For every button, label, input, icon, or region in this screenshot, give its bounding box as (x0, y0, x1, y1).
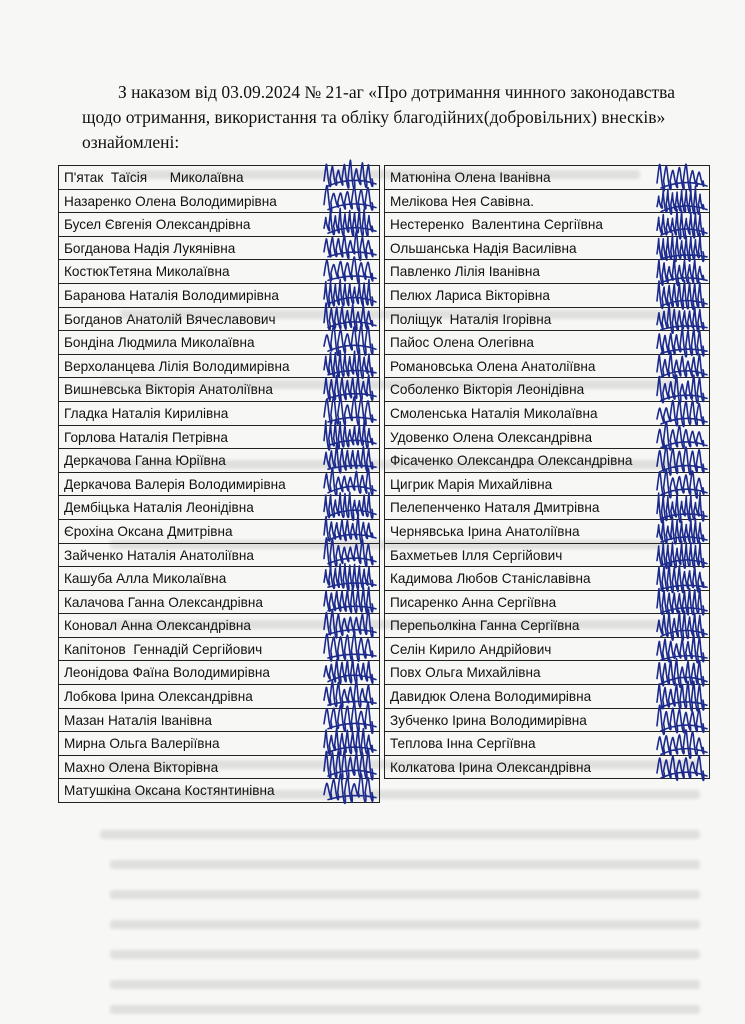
signature-cell (639, 732, 709, 755)
person-name: Давидюк Олена Володимирівна (390, 689, 592, 705)
table-row (384, 354, 710, 378)
table-row (58, 236, 380, 260)
signature-cell (639, 190, 709, 213)
signature-cell (639, 544, 709, 567)
table-row (58, 354, 380, 378)
person-name: Бахметьев Ілля Сергійович (390, 547, 563, 563)
person-name: Матушкіна Оксана Костянтинівна (64, 783, 275, 799)
table-row (58, 731, 380, 755)
table-row (58, 755, 380, 779)
table-row (384, 212, 710, 236)
person-name: Деркачова Валерія Володимирівна (64, 476, 286, 492)
table-row (58, 613, 380, 637)
table-row (384, 495, 710, 519)
table-row (58, 377, 380, 401)
acknowledgement-table (58, 165, 710, 820)
signature-cell (309, 496, 379, 519)
person-name: Богданова Надія Лукянівна (64, 240, 236, 256)
signature-cell (639, 260, 709, 283)
signature-cell (309, 756, 379, 779)
person-name: Пелюх Лариса Вікторівна (390, 287, 550, 303)
signature-cell (309, 190, 379, 213)
signature-cell (309, 308, 379, 331)
table-row (384, 543, 710, 567)
signature-cell (309, 614, 379, 637)
person-name: Ольшанська Надія Василівна (390, 240, 577, 256)
table-row (58, 448, 380, 472)
signature-cell (639, 308, 709, 331)
person-name: Нестеренко Валентина Сергіївна (390, 217, 603, 233)
person-name: Удовенко Олена Олександрівна (390, 429, 593, 445)
left-column (58, 165, 380, 803)
signature-cell (639, 756, 709, 779)
person-name: Зайченко Наталія Анатоліївна (64, 547, 254, 563)
table-row (58, 684, 380, 708)
table-row (58, 189, 380, 213)
signature-cell (309, 166, 379, 189)
signature-cell (639, 661, 709, 684)
person-name: Дембіцька Наталія Леонідівна (64, 500, 254, 516)
person-name: Леонідова Фаїна Володимирівна (64, 665, 270, 681)
person-name: Баранова Наталія Володимирівна (64, 287, 279, 303)
signature-cell (309, 402, 379, 425)
signature-cell (639, 709, 709, 732)
table-row (58, 495, 380, 519)
person-name: Теплова Інна Сергіївна (390, 736, 536, 752)
person-name: Цигрик Марія Михайлівна (390, 476, 553, 492)
person-name: Верхоланцева Лілія Володимирівна (64, 358, 290, 374)
table-row (384, 660, 710, 684)
person-name: Єрохіна Оксана Дмитрівна (64, 523, 233, 539)
person-name: Матюніна Олена Іванівна (390, 170, 551, 185)
signature-cell (309, 355, 379, 378)
table-row (384, 448, 710, 472)
signature-cell (639, 567, 709, 590)
table-row (58, 401, 380, 425)
signature-cell (639, 638, 709, 661)
table-row (58, 778, 380, 803)
signature-cell (309, 449, 379, 472)
table-row (58, 519, 380, 543)
table-row (384, 519, 710, 543)
table-row (384, 189, 710, 213)
person-name: П'ятак Таїсія Миколаївна (64, 170, 244, 185)
table-row (384, 259, 710, 283)
table-row (384, 283, 710, 307)
person-name: Фісаченко Олександра Олександрівна (390, 453, 633, 469)
signature-cell (309, 638, 379, 661)
table-row (384, 708, 710, 732)
signature-cell (309, 378, 379, 401)
right-column (384, 165, 710, 779)
signature-cell (639, 355, 709, 378)
table-row (58, 165, 380, 189)
table-row (58, 566, 380, 590)
signature-cell (639, 520, 709, 543)
table-row (58, 330, 380, 354)
person-name: Лобкова Ірина Олександрівна (64, 689, 253, 705)
person-name: Бондіна Людмила Миколаївна (64, 335, 255, 351)
table-row (384, 425, 710, 449)
person-name: Богданов Анатолій Вячеславович (64, 311, 276, 327)
table-row (58, 660, 380, 684)
table-row (58, 637, 380, 661)
signature-cell (309, 237, 379, 260)
person-name: Писаренко Анна Сергіївна (390, 594, 557, 610)
signature-cell (309, 426, 379, 449)
person-name: Деркачова Ганна Юріївна (64, 453, 226, 469)
signature-cell (309, 567, 379, 590)
person-name: Калачова Ганна Олександрівна (64, 594, 263, 610)
signature-cell (309, 213, 379, 236)
signature-cell (309, 520, 379, 543)
table-row (58, 283, 380, 307)
signature-cell (309, 544, 379, 567)
person-name: Капітонов Геннадій Сергійович (64, 641, 263, 657)
person-name: Селін Кирило Андрійович (390, 641, 552, 657)
person-name: Зубченко Ірина Володимирівна (390, 712, 587, 728)
signature-cell (639, 331, 709, 354)
person-name: Пайос Олена Олегівна (390, 335, 534, 351)
signature-cell (309, 591, 379, 614)
person-name: Чернявська Ірина Анатоліївна (390, 523, 580, 539)
table-row (58, 472, 380, 496)
order-header (82, 80, 712, 155)
signature-cell (309, 284, 379, 307)
table-row (384, 590, 710, 614)
person-name: Перепьолкіна Ганна Сергіївна (390, 618, 580, 634)
signature-cell (639, 496, 709, 519)
header-line-3: ознайомлені: (82, 132, 180, 152)
person-name: Мелікова Нея Савівна. (390, 193, 534, 209)
person-name: Пелепенченко Наталя Дмитрівна (390, 500, 600, 516)
signature-cell (639, 378, 709, 401)
person-name: Павленко Лілія Іванівна (390, 264, 540, 280)
signature-cell (639, 166, 709, 189)
person-name: Романовська Олена Анатоліївна (390, 358, 596, 374)
signature-cell (639, 237, 709, 260)
person-name: Махно Олена Вікторівна (64, 759, 219, 775)
person-name: Кадимова Любов Станіславівна (390, 571, 591, 587)
table-row (384, 401, 710, 425)
signature-cell (309, 732, 379, 755)
signature-cell (639, 685, 709, 708)
table-row (384, 236, 710, 260)
signature-cell (639, 402, 709, 425)
person-name: Мазан Наталія Іванівна (64, 712, 212, 728)
person-name: Горлова Наталія Петрівна (64, 429, 228, 445)
header-line-2: щодо отримання, використання та обліку благодійних(добровільних) внесків» (82, 107, 666, 127)
person-name: Назаренко Олена Володимирівна (64, 193, 277, 209)
table-row (58, 425, 380, 449)
person-name: Смоленська Наталія Миколаївна (390, 405, 598, 421)
signature-cell (309, 473, 379, 496)
table-row (384, 731, 710, 755)
table-row (384, 165, 710, 189)
table-row (384, 472, 710, 496)
table-row (384, 684, 710, 708)
person-name: Колкатова Ірина Олександрівна (390, 759, 592, 775)
signature-cell (639, 449, 709, 472)
signature-cell (639, 473, 709, 496)
signature-cell (639, 426, 709, 449)
person-name: Бусел Євгенія Олександрівна (64, 217, 251, 233)
header-line-1: З наказом від 03.09.2024 № 21-аг «Про дотримання чинного законодавства (118, 82, 675, 102)
signature-cell (639, 614, 709, 637)
person-name: Мирна Ольга Валеріївна (64, 736, 220, 752)
person-name: Соболенко Вікторія Леонідівна (390, 382, 585, 398)
person-name: Поліщук Наталія Ігорівна (390, 311, 552, 327)
signature-cell (639, 591, 709, 614)
table-row (384, 613, 710, 637)
table-row (384, 755, 710, 780)
signature-cell (309, 779, 379, 802)
table-row (384, 637, 710, 661)
signature-cell (639, 213, 709, 236)
table-row (384, 377, 710, 401)
table-row (58, 259, 380, 283)
table-row (384, 330, 710, 354)
table-row (384, 566, 710, 590)
signature-cell (309, 685, 379, 708)
table-row (58, 708, 380, 732)
table-row (58, 307, 380, 331)
signature-cell (309, 709, 379, 732)
signature-cell (309, 661, 379, 684)
table-row (384, 307, 710, 331)
signature-cell (309, 331, 379, 354)
table-row (58, 212, 380, 236)
person-name: Кашуба Алла Миколаївна (64, 571, 227, 587)
person-name: Гладка Наталія Кирилівна (64, 405, 229, 421)
table-row (58, 590, 380, 614)
person-name: Повх Ольга Михайлівна (390, 665, 541, 681)
table-row (58, 543, 380, 567)
person-name: Вишневська Вікторія Анатоліївна (64, 382, 273, 398)
signature-cell (309, 260, 379, 283)
person-name: КостюкТетяна Миколаївна (64, 264, 230, 280)
signature-cell (639, 284, 709, 307)
person-name: Коновал Анна Олександрівна (64, 618, 251, 634)
